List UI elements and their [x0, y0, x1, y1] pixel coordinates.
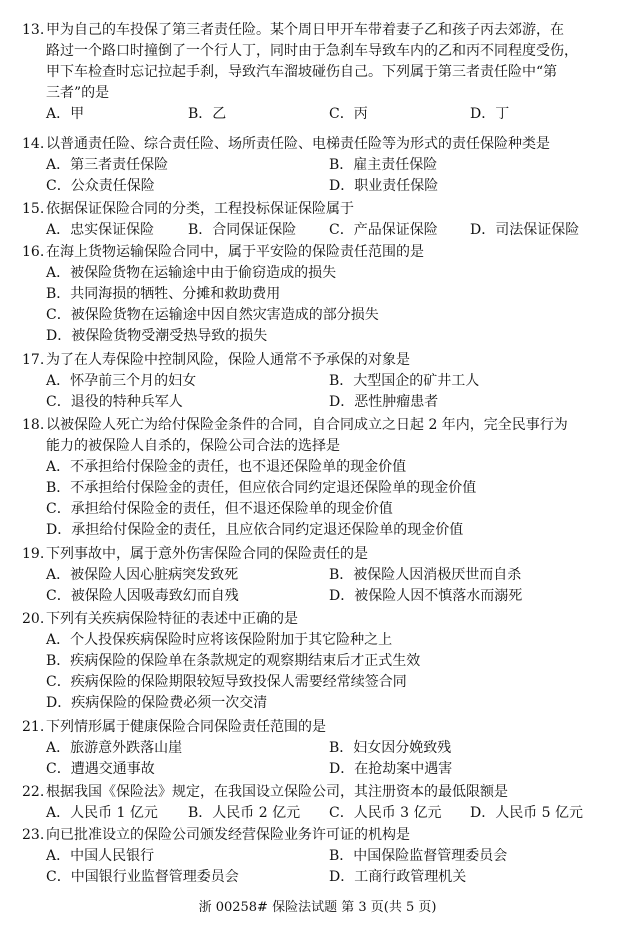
question-number: 23. — [22, 827, 45, 843]
question-16 — [22, 242, 622, 347]
option-c: C．退役的特种兵军人 — [46, 394, 183, 410]
question-14 — [22, 134, 622, 197]
option-d: D．丁 — [470, 106, 510, 122]
option-a: A．旅游意外跌落山崖 — [46, 740, 183, 756]
option-d: D．承担给付保险金的责任，且应依合同约定退还保险单的现金价值 — [46, 522, 464, 538]
question-stem-line: 向已批准设立的保险公司颁发经营保险业务许可证的机构是 — [46, 827, 410, 843]
option-d: D．工商行政管理机关 — [329, 869, 467, 885]
option-d: D．恶性肿瘤患者 — [329, 394, 439, 410]
question-number: 16. — [22, 244, 45, 260]
options-row — [22, 155, 622, 176]
question-number: 20. — [22, 611, 45, 627]
question-stem-line: 以普通责任险、综合责任险、场所责任险、电梯责任险等为形式的责任保险种类是 — [46, 136, 550, 152]
option-b: B．中国保险监督管理委员会 — [329, 848, 508, 864]
option-d: D．人民币 5 亿元 — [470, 805, 584, 821]
options-row — [22, 392, 622, 413]
question-13 — [22, 20, 622, 125]
option-c: C．遭遇交通事故 — [46, 761, 155, 777]
question-20 — [22, 609, 622, 714]
question-stem-line: 依据保证保险合同的分类，工程投标保证保险属于 — [46, 201, 354, 217]
option-b: B．疾病保险的保险单在条款规定的观察期结束后才正式生效 — [46, 653, 421, 669]
question-21 — [22, 717, 622, 780]
options-row — [22, 176, 622, 197]
option-c: C．产品保证保险 — [329, 222, 438, 238]
question-number: 18. — [22, 417, 45, 433]
option-c: C．疾病保险的保险期限较短导致投保人需要经常续签合同 — [46, 674, 407, 690]
question-stem-line: 能力的被保险人自杀的，保险公司合法的选择是 — [46, 438, 340, 454]
options-row — [22, 371, 622, 392]
option-d: D．被保险货物受潮受热导致的损失 — [46, 328, 268, 344]
options-row — [22, 759, 622, 780]
option-a: A．人民币 1 亿元 — [46, 805, 158, 821]
options-row — [22, 867, 622, 888]
question-number: 14. — [22, 136, 45, 152]
option-b: B．雇主责任保险 — [329, 157, 438, 173]
question-stem-line: 为了在人寿保险中控制风险，保险人通常不予承保的对象是 — [46, 352, 410, 368]
options-row — [22, 846, 622, 867]
option-a: A．忠实保证保险 — [46, 222, 155, 238]
option-d: D．疾病保险的保险费必须一次交清 — [46, 695, 268, 711]
question-stem-line: 根据我国《保险法》规定，在我国设立保险公司，其注册资本的最低限额是 — [46, 784, 508, 800]
question-number: 21. — [22, 719, 45, 735]
question-stem-line: 下列有关疾病保险特征的表述中正确的是 — [46, 611, 298, 627]
option-d: D．在抢劫案中遇害 — [329, 761, 453, 777]
option-c: C．中国银行业监督管理委员会 — [46, 869, 239, 885]
options-row — [22, 738, 622, 759]
question-number: 17. — [22, 352, 45, 368]
option-c: C．人民币 3 亿元 — [329, 805, 442, 821]
question-22 — [22, 782, 622, 824]
option-b: B．乙 — [188, 106, 227, 122]
question-stem-line: 甲下车检查时忘记拉起手刹，导致汽车溜坡碰伤自己。下列属于第三者责任险中“第 — [46, 64, 558, 80]
question-17 — [22, 350, 622, 413]
option-b: B．被保险人因消极厌世而自杀 — [329, 567, 522, 583]
option-b: B．共同海损的牺牲、分摊和救助费用 — [46, 286, 281, 302]
options-row — [22, 586, 622, 607]
option-d: D．被保险人因不慎落水而溺死 — [329, 588, 523, 604]
option-a: A．中国人民银行 — [46, 848, 155, 864]
question-stem-line: 以被保险人死亡为给付保险金条件的合同，自合同成立之日起 2 年内，完全民事行为 — [46, 417, 568, 433]
question-stem-line: 三者”的是 — [46, 85, 110, 101]
options-row — [22, 565, 622, 586]
option-c: C．被保险人因吸毒致幻而自残 — [46, 588, 239, 604]
option-c: C．公众责任保险 — [46, 178, 155, 194]
option-a: A．不承担给付保险金的责任，也不退还保险单的现金价值 — [46, 459, 407, 475]
option-d: D．职业责任保险 — [329, 178, 439, 194]
question-number: 15. — [22, 201, 45, 217]
question-19 — [22, 544, 622, 607]
option-a: A．个人投保疾病保险时应将该保险附加于其它险种之上 — [46, 632, 393, 648]
option-d: D．司法保证保险 — [470, 222, 580, 238]
option-b: B．大型国企的矿井工人 — [329, 373, 480, 389]
option-a: A．甲 — [46, 106, 85, 122]
question-stem-line: 路过一个路口时撞倒了一个行人丁，同时由于急刹车导致车内的乙和丙不同程度受伤， — [46, 43, 578, 59]
option-a: A．被保险货物在运输途中由于偷窃造成的损失 — [46, 265, 337, 281]
question-23 — [22, 825, 622, 888]
option-a: A．怀孕前三个月的妇女 — [46, 373, 197, 389]
question-stem-line: 下列事故中，属于意外伤害保险合同的保险责任的是 — [46, 546, 368, 562]
question-number: 13. — [22, 22, 45, 38]
question-stem-line: 在海上货物运输保险合同中，属于平安险的保险责任范围的是 — [46, 244, 424, 260]
page-footer: 浙 00258# 保险法试题 第 3 页(共 5 页) — [198, 900, 437, 915]
option-c: C．被保险货物在运输途中因自然灾害造成的部分损失 — [46, 307, 379, 323]
option-c: C．承担给付保险金的责任，但不退还保险单的现金价值 — [46, 501, 393, 517]
option-c: C．丙 — [329, 106, 368, 122]
option-b: B．合同保证保险 — [188, 222, 297, 238]
option-b: B．妇女因分娩致残 — [329, 740, 452, 756]
question-number: 22. — [22, 784, 45, 800]
options-row — [22, 104, 622, 125]
options-row — [22, 220, 622, 241]
option-b: B．人民币 2 亿元 — [188, 805, 301, 821]
question-stem-line: 甲为自己的车投保了第三者责任险。某个周日甲开车带着妻子乙和孩子丙去郊游，在 — [46, 22, 564, 38]
question-number: 19. — [22, 546, 45, 562]
option-a: A．被保险人因心脏病突发致死 — [46, 567, 239, 583]
option-a: A．第三者责任保险 — [46, 157, 169, 173]
question-stem-line: 下列情形属于健康保险合同保险责任范围的是 — [46, 719, 326, 735]
options-row — [22, 803, 622, 824]
question-18 — [22, 415, 622, 541]
question-15 — [22, 199, 622, 241]
option-b: B．不承担给付保险金的责任，但应依合同约定退还保险单的现金价值 — [46, 480, 477, 496]
